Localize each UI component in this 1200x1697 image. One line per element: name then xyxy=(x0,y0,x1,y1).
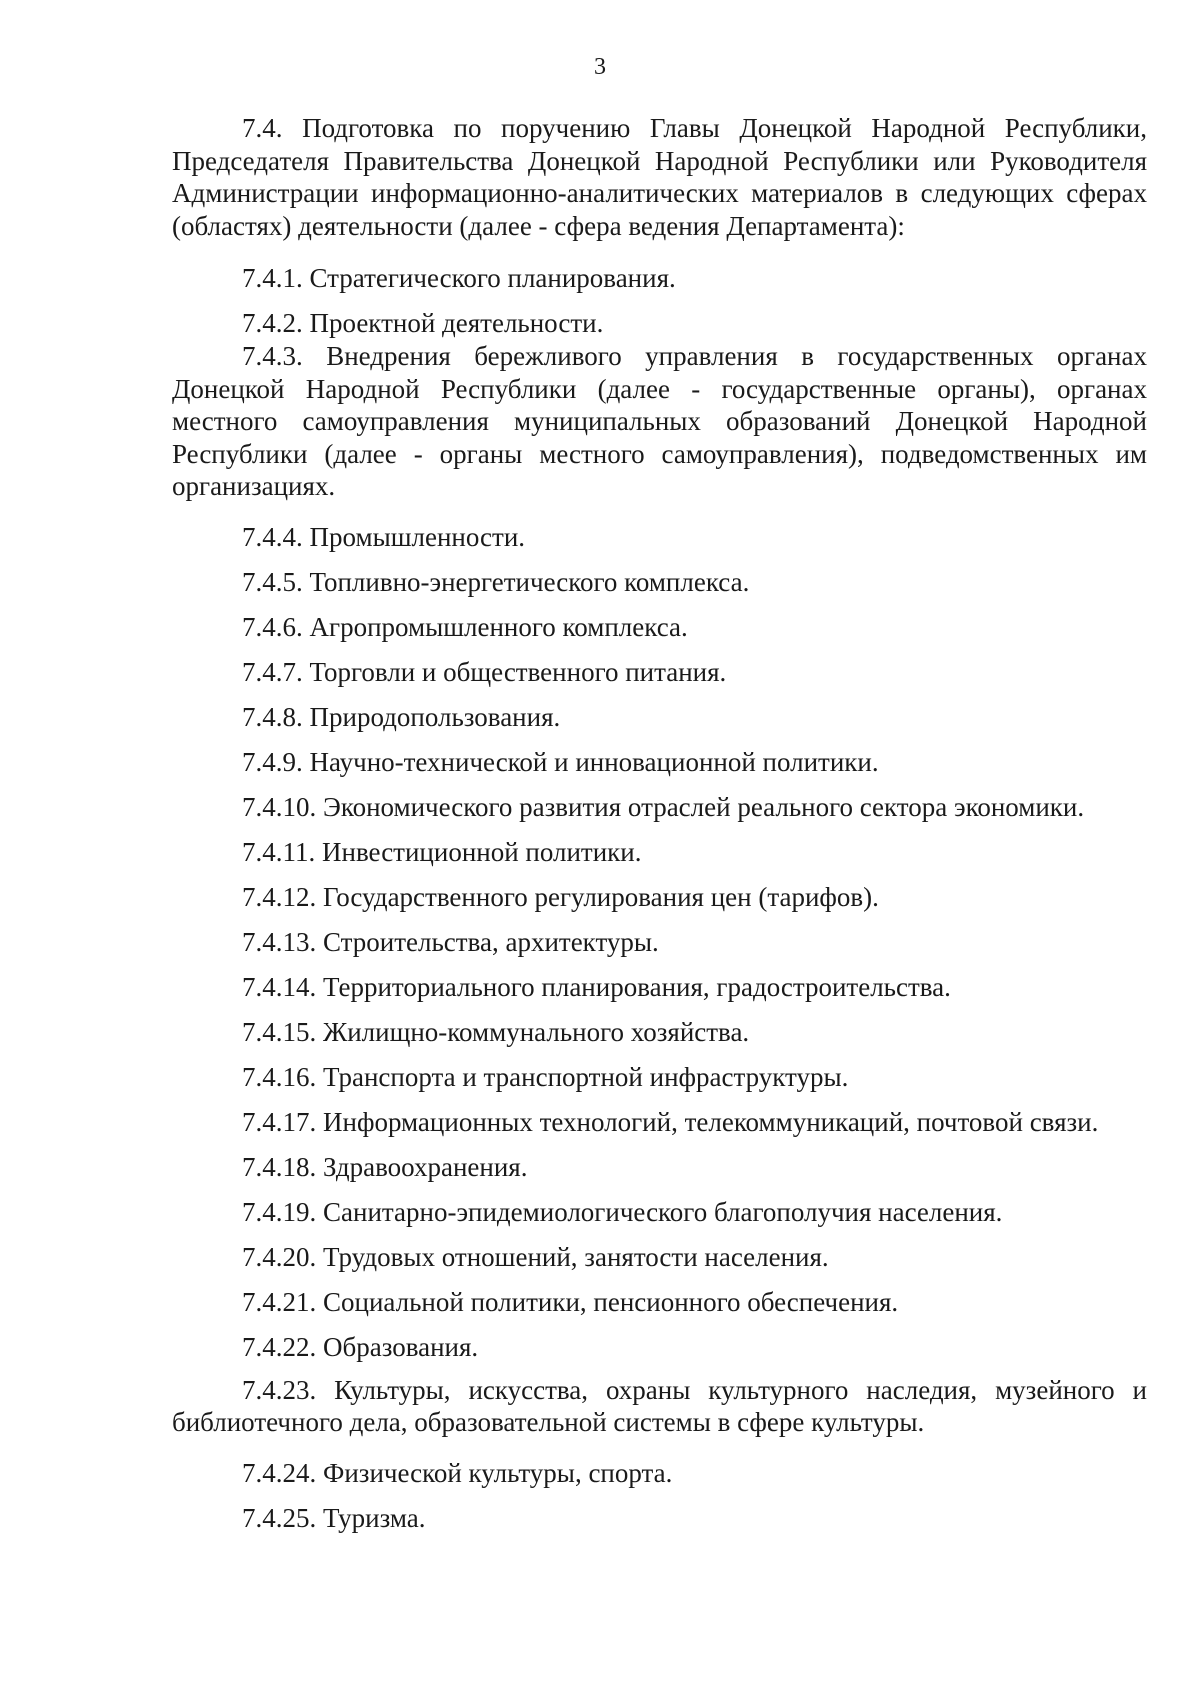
item-7-4-16: 7.4.16. Транспорта и транспортной инфраструктуры. xyxy=(242,1061,849,1092)
item-7-4-2: 7.4.2. Проектной деятельности. xyxy=(242,308,604,338)
item-7-4-20: 7.4.20. Трудовых отношений, занятости населения. xyxy=(242,1241,829,1272)
item-7-4-15: 7.4.15. Жилищно-коммунального хозяйства. xyxy=(242,1016,750,1047)
document-body xyxy=(172,112,1147,1541)
item-7-4-24: 7.4.24. Физической культуры, спорта. xyxy=(242,1457,673,1488)
page-number: 3 xyxy=(594,54,606,80)
item-7-4-4: 7.4.4. Промышленности. xyxy=(242,521,526,552)
item-7-4-17: 7.4.17. Информационных технологий, телекоммуникаций, почтовой связи. xyxy=(242,1106,1099,1137)
item-7-4-6: 7.4.6. Агропромышленного комплекса. xyxy=(242,611,688,642)
item-7-4-23: 7.4.23. Культуры, искусства, охраны культурного наследия, музейного и библиотечного дела, образовательной системы в сфере культуры. xyxy=(172,1374,1147,1437)
item-7-4-11: 7.4.11. Инвестиционной политики. xyxy=(242,836,642,867)
item-7-4-22: 7.4.22. Образования. xyxy=(242,1331,479,1362)
item-7-4-1: 7.4.1. Стратегического планирования. xyxy=(242,263,676,293)
item-7-4-9: 7.4.9. Научно-технической и инновационной политики. xyxy=(242,746,879,777)
item-7-4-12: 7.4.12. Государственного регулирования цен (тарифов). xyxy=(242,881,879,912)
item-7-4-10: 7.4.10. Экономического развития отраслей реального сектора экономики. xyxy=(242,791,1085,822)
item-7-4-8: 7.4.8. Природопользования. xyxy=(242,701,561,732)
item-7-4-21: 7.4.21. Социальной политики, пенсионного обеспечения. xyxy=(242,1286,899,1317)
item-7-4-13: 7.4.13. Строительства, архитектуры. xyxy=(242,926,659,957)
item-7-4-18: 7.4.18. Здравоохранения. xyxy=(242,1151,528,1182)
item-7-4-14: 7.4.14. Территориального планирования, градостроительства. xyxy=(242,971,951,1002)
item-7-4-5: 7.4.5. Топливно-энергетического комплекса. xyxy=(242,566,750,597)
paragraph-7-4: 7.4. Подготовка по поручению Главы Донецкой Народной Республики, Председателя Правительства Донецкой Народной Республики или Руководителя Администрации информационно-аналитических материалов в следующих сферах (областях) деятельности (далее - сфера ведения Департамента): xyxy=(172,113,1147,241)
item-7-4-3: 7.4.3. Внедрения бережливого управления в государственных органах Донецкой Народной Республики (далее - государственные органы), органах местного самоуправления муниципальных образований Донецкой Народной Республики (далее - органы местного самоуправления), подведомственных им организациях. xyxy=(172,341,1147,501)
item-7-4-25: 7.4.25. Туризма. xyxy=(242,1502,426,1533)
item-7-4-19: 7.4.19. Санитарно-эпидемиологического благополучия населения. xyxy=(242,1196,1003,1227)
item-7-4-7: 7.4.7. Торговли и общественного питания. xyxy=(242,656,727,687)
